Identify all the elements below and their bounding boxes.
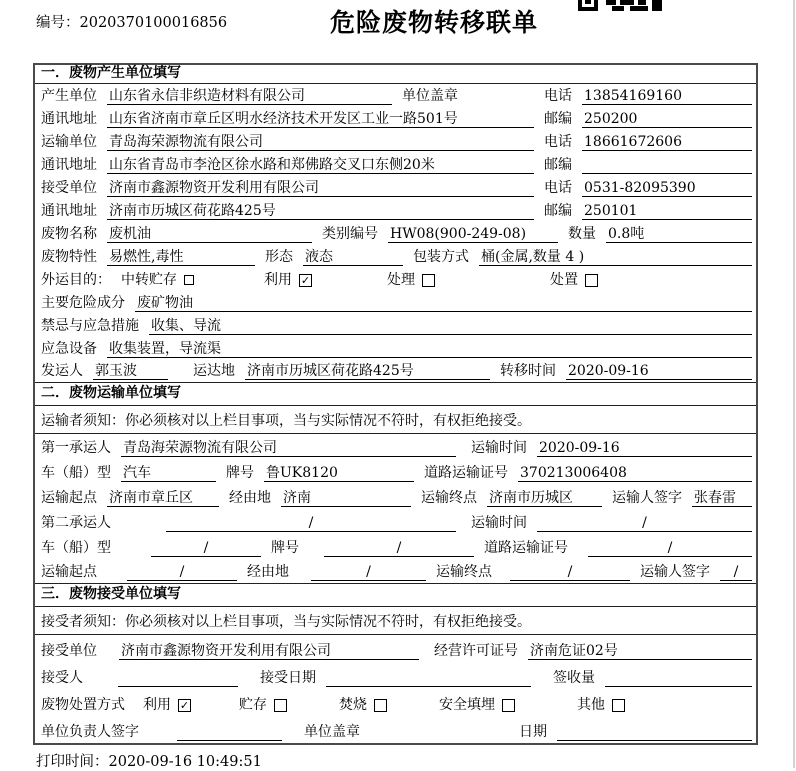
plate2-value: / — [324, 539, 474, 557]
receiver-address-label: 通讯地址 — [41, 203, 97, 219]
category-code-value: HW08(900-249-08) — [388, 225, 558, 243]
window-edge — [793, 0, 795, 768]
acceptor-value — [118, 669, 238, 687]
road-permit2-value: / — [588, 539, 752, 557]
option-incinerate-label: 焚烧 — [339, 697, 367, 713]
transfer-time-label: 转移时间 — [500, 363, 556, 379]
first-carrier-value: 青岛海荣源物流有限公司 — [121, 439, 456, 457]
road-permit1-label: 道路运输证号 — [424, 465, 508, 481]
checkbox-utilize: ✓ — [300, 273, 311, 287]
form-state-label: 形态 — [265, 249, 293, 265]
vehicle-type2-label: 车（船）型 — [41, 540, 111, 556]
checkbox-utilize-2: ✓ — [179, 698, 190, 712]
row-route1 — [35, 484, 756, 509]
section-receiver — [35, 584, 756, 743]
option-treat — [387, 271, 435, 289]
row-hazard-components — [35, 291, 756, 314]
producer-unit-value: 山东省永信非织造材料有限公司 — [107, 87, 392, 105]
accept-unit-label: 接受单位 — [41, 643, 97, 659]
origin2-label: 运输起点 — [41, 564, 97, 580]
carrier-sign2-label: 运输人签字 — [640, 564, 710, 580]
date-value — [557, 723, 752, 741]
option-other-label: 其他 — [577, 697, 605, 713]
vehicle-type2-value: / — [151, 539, 261, 557]
receiver-phone-label: 电话 — [544, 180, 572, 196]
accept-date-value — [326, 669, 531, 687]
receiver-unit-label: 接受单位 — [41, 180, 97, 196]
carrier-sign1-label: 运输人签字 — [612, 490, 682, 506]
row-first-carrier — [35, 434, 756, 459]
checkbox-treat — [422, 274, 435, 287]
category-code-label: 类别编号 — [322, 226, 378, 242]
hazard-components-value: 废矿物油 — [135, 294, 752, 312]
checkbox-storage — [274, 699, 287, 712]
license-no-value: 济南危证02号 — [528, 642, 752, 660]
transport-zip-value — [582, 156, 752, 174]
quantity-value: 0.8吨 — [606, 225, 752, 243]
doc-number-value: 2020370100016856 — [79, 15, 228, 31]
origin2-value: / — [127, 563, 237, 581]
carrier-sign2-value: / — [720, 563, 752, 581]
row-second-carrier — [35, 509, 756, 534]
option-transfer-storage — [121, 271, 194, 289]
row-shipper — [35, 360, 756, 383]
row-emergency-equipment — [35, 337, 756, 360]
waste-traits-label: 废物特性 — [41, 249, 97, 265]
row-waste-traits — [35, 245, 756, 268]
option-landfill-label: 安全填埋 — [439, 697, 495, 713]
option-utilize-label: 利用 — [264, 272, 292, 288]
section1-header: 一．废物产生单位填写 — [35, 65, 756, 84]
transport-time2-value: / — [537, 514, 752, 532]
accept-unit-value: 济南市鑫源物资开发利用有限公司 — [119, 642, 419, 660]
received-qty-label: 签收量 — [553, 670, 595, 686]
producer-zip-value: 250200 — [582, 110, 752, 128]
receiver-notice-text: 接受者须知：你必须核对以上栏目事项，当与实际情况不符时，有权拒绝接受。 — [41, 613, 531, 630]
date-label: 日期 — [519, 724, 547, 740]
acceptor-label: 接受人 — [41, 670, 83, 686]
row-disposal-method — [35, 689, 756, 716]
responsible-sign-label: 单位负责人签字 — [41, 724, 139, 740]
print-time-label: 打印时间： — [36, 754, 109, 770]
doc-number-label: 编号： — [36, 15, 80, 31]
row-receiver-address — [35, 199, 756, 222]
section-producer — [35, 65, 756, 383]
page-title: 危险废物转移联单 — [330, 8, 539, 37]
emergency-equipment-label: 应急设备 — [41, 341, 97, 357]
transport-phone-label: 电话 — [544, 134, 572, 150]
option-storage-label: 贮存 — [239, 697, 267, 713]
row-acceptor — [35, 662, 756, 689]
first-carrier-label: 第一承运人 — [41, 440, 111, 456]
destination-value: 济南市历城区荷花路425号 — [245, 362, 490, 380]
option-storage — [239, 696, 287, 714]
origin1-label: 运输起点 — [41, 490, 97, 506]
row-outbound-purpose — [35, 268, 756, 291]
print-time-value: 2020-09-16 10:49:51 — [108, 754, 262, 770]
terminus1-value: 济南市历城区 — [487, 489, 602, 507]
transporter-notice — [35, 406, 756, 434]
transporter-notice-text: 运输者须知：你必须核对以上栏目事项，当与实际情况不符时，有权拒绝接受。 — [41, 412, 531, 429]
received-qty-value — [605, 669, 752, 687]
transport-time1-value: 2020-09-16 — [537, 439, 752, 457]
unit-seal-label: 单位盖章 — [402, 88, 458, 104]
receiver-phone-value: 0531-82095390 — [582, 179, 752, 197]
transport-time2-label: 运输时间 — [471, 515, 527, 531]
checkbox-landfill — [502, 699, 515, 712]
doc-number — [36, 11, 227, 32]
receiver-zip-label: 邮编 — [544, 203, 572, 219]
via1-value: 济南 — [281, 489, 411, 507]
shipper-label: 发运人 — [41, 363, 83, 379]
disposal-method-label: 废物处置方式 — [41, 697, 125, 713]
emergency-measures-label: 禁忌与应急措施 — [41, 318, 139, 334]
receiver-address-value: 济南市历城区荷花路425号 — [107, 202, 534, 220]
terminus1-label: 运输终点 — [421, 490, 477, 506]
checkbox-other — [612, 699, 625, 712]
road-permit2-label: 道路运输证号 — [484, 540, 568, 556]
waste-name-label: 废物名称 — [41, 226, 97, 242]
section2-header: 二．废物运输单位填写 — [35, 383, 756, 406]
second-carrier-value: / — [166, 514, 456, 532]
via2-label: 经由地 — [247, 564, 289, 580]
transport-zip-label: 邮编 — [544, 157, 572, 173]
option-transfer-storage-label: 中转贮存 — [121, 272, 177, 288]
transport-phone-value: 18661672606 — [582, 133, 752, 151]
transport-address-label: 通讯地址 — [41, 157, 97, 173]
shipper-value: 郭玉波 — [93, 362, 168, 380]
row-route2 — [35, 559, 756, 584]
row-transport-address — [35, 153, 756, 176]
responsible-sign-value — [177, 723, 282, 741]
waste-traits-value: 易燃性,毒性 — [107, 248, 255, 266]
producer-zip-label: 邮编 — [544, 111, 572, 127]
plate1-value: 鲁UK8120 — [264, 464, 414, 482]
form-state-value: 液态 — [303, 248, 403, 266]
terminus2-value: / — [510, 563, 630, 581]
emergency-measures-value: 收集、导流 — [149, 317, 752, 335]
terminus2-label: 运输终点 — [436, 564, 492, 580]
producer-address-value: 山东省济南市章丘区明水经济技术开发区工业一路501号 — [107, 110, 534, 128]
checkbox-incinerate — [374, 699, 387, 712]
via1-label: 经由地 — [229, 490, 271, 506]
transport-time1-label: 运输时间 — [471, 440, 527, 456]
transfer-time-value: 2020-09-16 — [566, 362, 752, 380]
road-permit1-value: 370213006408 — [518, 464, 752, 482]
producer-address-label: 通讯地址 — [41, 111, 97, 127]
producer-unit-label: 产生单位 — [41, 88, 97, 104]
license-no-label: 经营许可证号 — [434, 643, 518, 659]
vehicle-type1-value: 汽车 — [121, 464, 216, 482]
transport-unit-label: 运输单位 — [41, 134, 97, 150]
hazard-components-label: 主要危险成分 — [41, 295, 125, 311]
row-producer-address — [35, 107, 756, 130]
row-responsible-sign — [35, 716, 756, 743]
quantity-label: 数量 — [568, 226, 596, 242]
plate2-label: 牌号 — [271, 540, 299, 556]
packaging-label: 包装方式 — [413, 249, 469, 265]
section-transporter — [35, 383, 756, 584]
checkbox-transfer-storage — [184, 275, 194, 285]
checkbox-dispose — [585, 274, 598, 287]
option-incinerate — [339, 696, 387, 714]
transport-unit-value: 青岛海荣源物流有限公司 — [107, 133, 534, 151]
option-landfill — [439, 696, 515, 714]
row-vehicle2 — [35, 534, 756, 559]
row-receiver-unit — [35, 176, 756, 199]
emergency-equipment-value: 收集装置，导流渠 — [107, 340, 752, 358]
packaging-value: 桶(金属,数量 4 ) — [479, 248, 752, 266]
option-dispose-label: 处置 — [550, 272, 578, 288]
manifest-table — [33, 63, 758, 745]
receiver-unit-value: 济南市鑫源物资开发利用有限公司 — [107, 179, 534, 197]
origin1-value: 济南市章丘区 — [107, 489, 219, 507]
accept-date-label: 接受日期 — [260, 670, 316, 686]
destination-label: 运达地 — [193, 363, 235, 379]
purpose-label: 外运目的： — [41, 272, 111, 288]
receiver-notice — [35, 607, 756, 635]
producer-phone-value: 13854169160 — [582, 87, 752, 105]
option-utilize — [264, 271, 312, 289]
unit-seal2-label: 单位盖章 — [304, 724, 360, 740]
option-dispose — [550, 271, 598, 289]
plate1-label: 牌号 — [226, 465, 254, 481]
via2-value: / — [311, 563, 426, 581]
waste-name-value: 废机油 — [107, 225, 312, 243]
row-vehicle1 — [35, 459, 756, 484]
option-treat-label: 处理 — [387, 272, 415, 288]
carrier-sign1-value: 张春雷 — [692, 489, 752, 507]
producer-phone-label: 电话 — [544, 88, 572, 104]
section3-header: 三．废物接受单位填写 — [35, 584, 756, 607]
option-other — [577, 696, 625, 714]
qr-code-fragment — [578, 0, 662, 11]
vehicle-type1-label: 车（船）型 — [41, 465, 111, 481]
row-producer-unit — [35, 84, 756, 107]
second-carrier-label: 第二承运人 — [41, 515, 111, 531]
row-accept-unit — [35, 635, 756, 662]
row-waste-name — [35, 222, 756, 245]
row-transport-unit — [35, 130, 756, 153]
receiver-zip-value: 250101 — [582, 202, 752, 220]
option-utilize-2-label: 利用 — [143, 697, 171, 713]
option-utilize-2 — [143, 696, 191, 714]
transport-address-value: 山东省青岛市李沧区徐水路和郑佛路交叉口东侧20米 — [107, 156, 534, 174]
row-emergency-measures — [35, 314, 756, 337]
